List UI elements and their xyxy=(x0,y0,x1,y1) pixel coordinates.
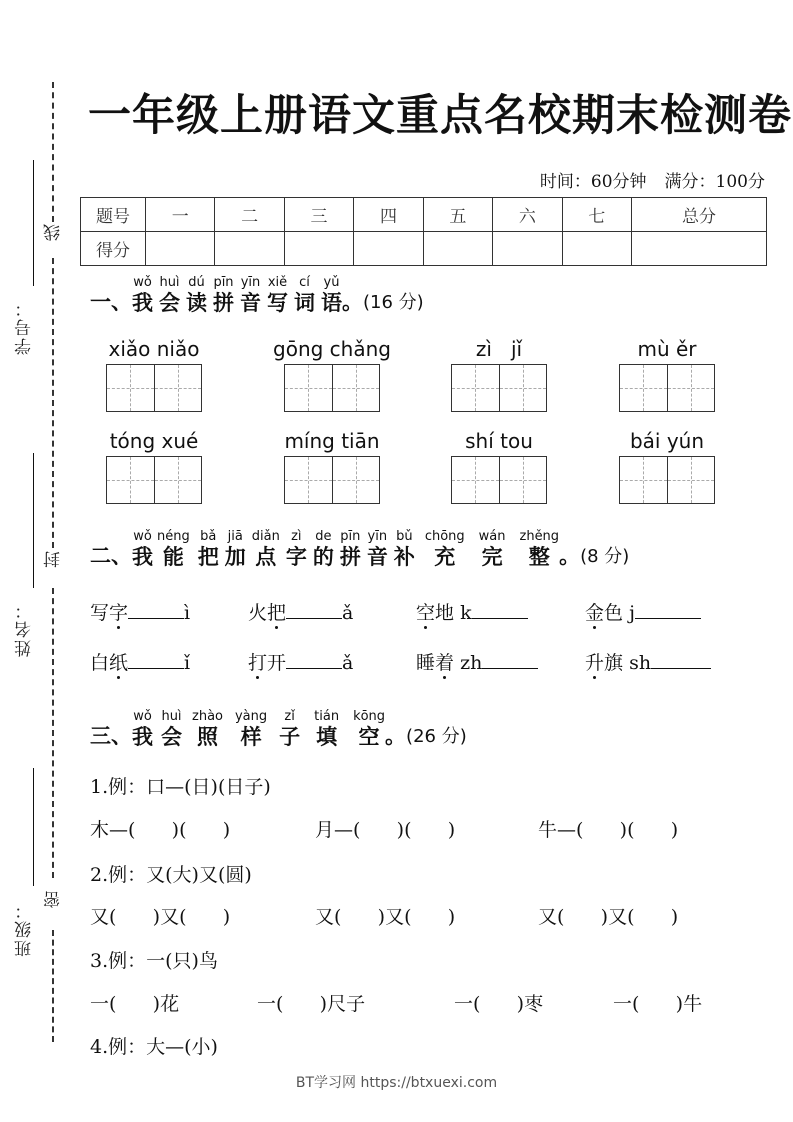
score-table-header-row xyxy=(81,198,767,232)
score-input-cell[interactable] xyxy=(215,232,284,266)
question-1b[interactable]: 月—( )( ) xyxy=(315,819,456,841)
question-1a[interactable]: 木—( )( ) xyxy=(90,819,231,841)
ruby-char: yǔ 语 xyxy=(321,275,342,315)
fill-pinyin-item: 空地 k xyxy=(416,598,528,625)
score-table-cell: 三 xyxy=(284,198,353,232)
fill-pinyin-item: 金色 j xyxy=(585,598,701,625)
example-4: 4.例：大—(小) xyxy=(90,1036,218,1058)
ruby-char: huì 会 xyxy=(159,275,180,315)
ruby-char: dú 读 xyxy=(186,275,207,315)
score-input-cell[interactable] xyxy=(146,232,215,266)
cut-line-dashed xyxy=(52,930,54,1042)
ruby-char: zì 字 xyxy=(285,529,307,569)
ruby-char: yīn 音 xyxy=(240,275,261,315)
section-score: (26 分) xyxy=(406,726,467,747)
class-line[interactable] xyxy=(33,768,34,886)
section-number: 三、 xyxy=(90,724,132,748)
section1-heading: 一、 wǒ 我 huì 会 dú 读 pīn 拼 yīn 音 xiě 写 cí 词 yǔ 语 。(16 分) xyxy=(90,275,424,315)
section-number: 一、 xyxy=(90,290,132,314)
ruby-char: de 的 xyxy=(312,529,334,569)
example-2: 2.例：又(大)又(圆) xyxy=(90,864,252,886)
question-3c[interactable]: 一( )枣 xyxy=(454,993,544,1015)
answer-blank[interactable] xyxy=(482,667,538,669)
question-3b[interactable]: 一( )尺子 xyxy=(257,993,366,1015)
question-3a[interactable]: 一( )花 xyxy=(90,993,180,1015)
answer-blank[interactable] xyxy=(128,617,184,619)
section-score: (8 分) xyxy=(580,546,630,567)
cut-mark-mi: 密 xyxy=(44,891,64,908)
fill-pinyin-item: 火把 ǎ xyxy=(248,598,353,625)
score-table-cell: 四 xyxy=(354,198,423,232)
ruby-char: yīn 音 xyxy=(366,529,388,569)
ruby-char: cí 词 xyxy=(294,275,315,315)
student-id-label: 学号： xyxy=(15,298,35,355)
score-table-cell: 得分 xyxy=(81,232,146,266)
ruby-char: wǒ 我 xyxy=(132,709,153,749)
example-1: 1.例：口—(日)(日子) xyxy=(90,776,271,798)
exam-meta xyxy=(540,167,765,192)
section-score: (16 分) xyxy=(363,292,424,313)
ruby-char: kōng 空 xyxy=(353,709,386,749)
answer-blank[interactable] xyxy=(472,617,528,619)
ruby-char: bǔ 补 xyxy=(393,529,415,569)
fill-pinyin-item: 打开 ǎ xyxy=(248,648,353,675)
pinyin-item: gōng chǎng xyxy=(262,337,402,412)
question-2c[interactable]: 又( )又( ) xyxy=(538,906,679,928)
score-table-cell: 六 xyxy=(493,198,562,232)
name-label: 姓名： xyxy=(15,600,35,657)
pinyin-item: xiǎo niǎo xyxy=(94,337,214,412)
writing-grid[interactable] xyxy=(106,364,202,412)
section2-heading: 二、 wǒ 我 néng 能 bǎ 把 jiā 加 diǎn 点 zì 字 de 的 pīn 拼 yīn 音 bǔ 补 chōng 充 wán 完 zhěng 整 。(8 分) xyxy=(90,529,630,569)
pinyin-item: shí tou xyxy=(439,429,559,504)
question-3d[interactable]: 一( )牛 xyxy=(613,993,703,1015)
answer-blank[interactable] xyxy=(635,617,701,619)
time-limit: 时间：60分钟 xyxy=(539,172,647,192)
score-table-cell: 一 xyxy=(146,198,215,232)
score-input-cell[interactable] xyxy=(493,232,562,266)
fill-pinyin-item: 写字 ì xyxy=(90,598,190,625)
answer-blank[interactable] xyxy=(286,617,342,619)
answer-blank[interactable] xyxy=(128,667,184,669)
ruby-char: jiā 加 xyxy=(224,529,246,569)
writing-grid[interactable] xyxy=(284,456,380,504)
question-1c[interactable]: 牛—( )( ) xyxy=(538,819,679,841)
cut-line-dashed xyxy=(52,258,54,548)
ruby-char: zhěng 整 xyxy=(519,529,560,569)
pinyin-item: bái yún xyxy=(607,429,727,504)
ruby-char: wǒ 我 xyxy=(132,529,153,569)
pinyin-item: tóng xué xyxy=(94,429,214,504)
score-input-cell[interactable] xyxy=(631,232,766,266)
full-score: 满分：100分 xyxy=(664,172,765,192)
section3-heading: 三、 wǒ 我 huì 会 zhào 照 yàng 样 zǐ 子 tián 填 kōng 空 。(26 分) xyxy=(90,709,467,749)
question-2a[interactable]: 又( )又( ) xyxy=(90,906,231,928)
name-line[interactable] xyxy=(33,453,34,588)
fill-pinyin-item: 升旗 sh xyxy=(585,648,711,675)
score-input-cell[interactable] xyxy=(284,232,353,266)
pinyin-item: míng tiān xyxy=(262,429,402,504)
writing-grid[interactable] xyxy=(619,456,715,504)
score-table-cell: 题号 xyxy=(81,198,146,232)
writing-grid[interactable] xyxy=(451,456,547,504)
cut-mark-xian: 线 xyxy=(44,224,64,241)
ruby-char: yàng 样 xyxy=(234,709,268,749)
section-number: 二、 xyxy=(90,544,132,568)
pinyin-item: zì jǐ xyxy=(439,337,559,412)
question-2b[interactable]: 又( )又( ) xyxy=(315,906,456,928)
answer-blank[interactable] xyxy=(651,667,711,669)
cut-line-dashed xyxy=(52,82,54,222)
writing-grid[interactable] xyxy=(619,364,715,412)
page-title: 一年级上册语文重点名校期末检测卷 xyxy=(88,91,792,141)
score-table-cell: 五 xyxy=(423,198,492,232)
ruby-char: tián 填 xyxy=(314,709,340,749)
score-input-cell[interactable] xyxy=(354,232,423,266)
ruby-char: wǒ 我 xyxy=(132,275,153,315)
score-table-score-row xyxy=(81,232,767,266)
example-3: 3.例：一(只)鸟 xyxy=(90,950,218,972)
score-table-cell: 七 xyxy=(562,198,631,232)
fill-pinyin-item: 白纸 ǐ xyxy=(90,648,190,675)
ruby-char: bǎ 把 xyxy=(197,529,219,569)
cut-mark-feng: 封 xyxy=(44,551,64,568)
ruby-char: néng 能 xyxy=(157,529,190,569)
ruby-char: pīn 拼 xyxy=(213,275,234,315)
student-id-line[interactable] xyxy=(33,160,34,286)
pinyin-item: mù ěr xyxy=(607,337,727,412)
ruby-char: wán 完 xyxy=(478,529,506,569)
score-table-cell: 总分 xyxy=(631,198,766,232)
ruby-char: xiě 写 xyxy=(267,275,288,315)
fill-pinyin-item: 睡着 zh xyxy=(416,648,538,675)
writing-grid[interactable] xyxy=(106,456,202,504)
ruby-char: chōng 充 xyxy=(424,529,465,569)
cut-line-dashed xyxy=(52,588,54,878)
ruby-char: diǎn 点 xyxy=(251,529,280,569)
score-table-cell: 二 xyxy=(215,198,284,232)
answer-blank[interactable] xyxy=(286,667,342,669)
score-table xyxy=(80,197,767,266)
class-label: 班级： xyxy=(15,900,35,957)
ruby-char: zhào 照 xyxy=(192,709,223,749)
score-input-cell[interactable] xyxy=(423,232,492,266)
ruby-char: zǐ 子 xyxy=(279,709,301,749)
score-input-cell[interactable] xyxy=(562,232,631,266)
footer-watermark: BT学习网 https://btxuexi.com xyxy=(295,1075,498,1091)
writing-grid[interactable] xyxy=(451,364,547,412)
writing-grid[interactable] xyxy=(284,364,380,412)
ruby-char: pīn 拼 xyxy=(339,529,361,569)
ruby-char: huì 会 xyxy=(161,709,182,749)
